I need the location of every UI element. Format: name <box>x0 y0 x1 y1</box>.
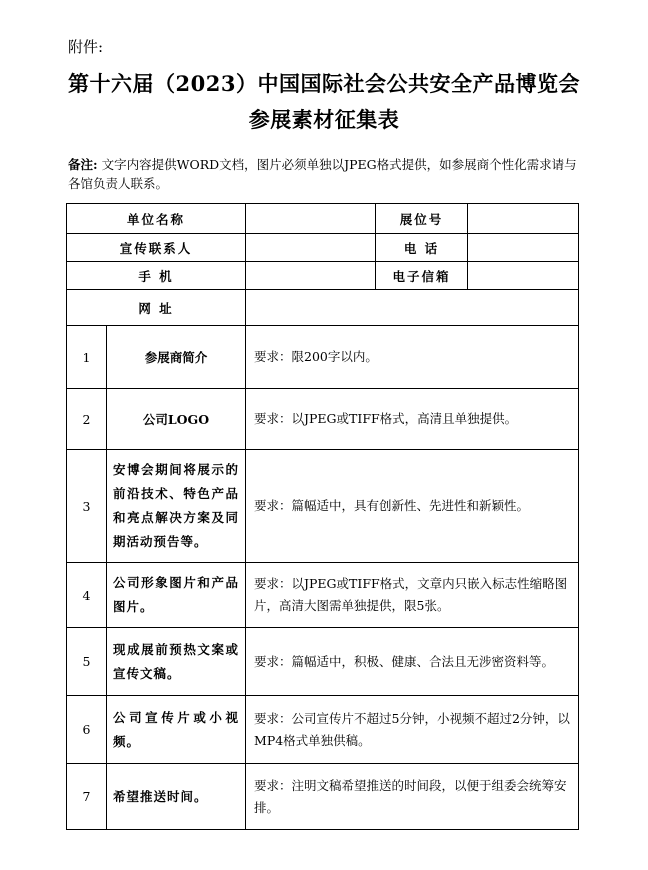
item-requirement: 要求：公司宣传片不超过5分钟，小视频不超过2分钟，以MP4格式单独供稿。 <box>246 696 579 764</box>
note-text: 文字内容提供WORD文档，图片必须单独以JPEG格式提供，如参展商个性化需求请与各馆负责人联系。 <box>68 157 577 191</box>
item-number: 4 <box>67 563 107 628</box>
item-name: 现成展前预热文案或宣传文稿。 <box>107 628 246 696</box>
phone-label: 电 话 <box>376 234 468 262</box>
phone-field[interactable] <box>468 234 579 262</box>
table-row <box>67 628 579 696</box>
item-number: 3 <box>67 450 107 563</box>
table-row <box>67 234 579 262</box>
mobile-label: 手 机 <box>67 262 246 290</box>
table-row <box>67 563 579 628</box>
email-label: 电子信箱 <box>376 262 468 290</box>
email-field[interactable] <box>468 262 579 290</box>
item-name: 参展商简介 <box>107 326 246 389</box>
unit-name-label: 单位名称 <box>67 204 246 234</box>
item-requirement: 要求：以JPEG或TIFF格式，高清且单独提供。 <box>246 389 579 450</box>
item-number: 7 <box>67 764 107 830</box>
document-title: 第十六届（2023）中国国际社会公共安全产品博览会 <box>68 71 580 96</box>
unit-name-field[interactable] <box>246 204 376 234</box>
item-number: 2 <box>67 389 107 450</box>
item-number: 1 <box>67 326 107 389</box>
contact-field[interactable] <box>246 234 376 262</box>
booth-no-field[interactable] <box>468 204 579 234</box>
item-requirement: 要求：以JPEG或TIFF格式，文章内只嵌入标志性缩略图片，高清大图需单独提供，限5张。 <box>246 563 579 628</box>
website-label: 网 址 <box>67 290 246 326</box>
note-label: 备注: <box>68 157 98 172</box>
table-row <box>67 290 579 326</box>
item-requirement: 要求：注明文稿希望推送的时间段，以便于组委会统筹安排。 <box>246 764 579 830</box>
table-row <box>67 262 579 290</box>
table-row <box>67 450 579 563</box>
item-name: 公司形象图片和产品图片。 <box>107 563 246 628</box>
attachment-label: 附件: <box>68 38 104 56</box>
website-field[interactable] <box>246 290 579 326</box>
item-name: 公司宣传片或小视频。 <box>107 696 246 764</box>
table-row <box>67 764 579 830</box>
table-row <box>67 204 579 234</box>
materials-form-table <box>66 203 579 830</box>
document-subtitle: 参展素材征集表 <box>248 107 400 132</box>
item-name: 安博会期间将展示的前沿技术、特色产品和亮点解决方案及同期活动预告等。 <box>107 450 246 563</box>
item-number: 6 <box>67 696 107 764</box>
table-row <box>67 326 579 389</box>
booth-no-label: 展位号 <box>376 204 468 234</box>
table-row <box>67 696 579 764</box>
mobile-field[interactable] <box>246 262 376 290</box>
item-name: 公司LOGO <box>107 389 246 450</box>
item-name: 希望推送时间。 <box>107 764 246 830</box>
item-requirement: 要求：篇幅适中，积极、健康、合法且无涉密资料等。 <box>246 628 579 696</box>
item-requirement: 要求：篇幅适中，具有创新性、先进性和新颖性。 <box>246 450 579 563</box>
item-number: 5 <box>67 628 107 696</box>
note-paragraph <box>68 155 578 193</box>
table-row <box>67 389 579 450</box>
item-requirement: 要求：限200字以内。 <box>246 326 579 389</box>
contact-label: 宣传联系人 <box>67 234 246 262</box>
